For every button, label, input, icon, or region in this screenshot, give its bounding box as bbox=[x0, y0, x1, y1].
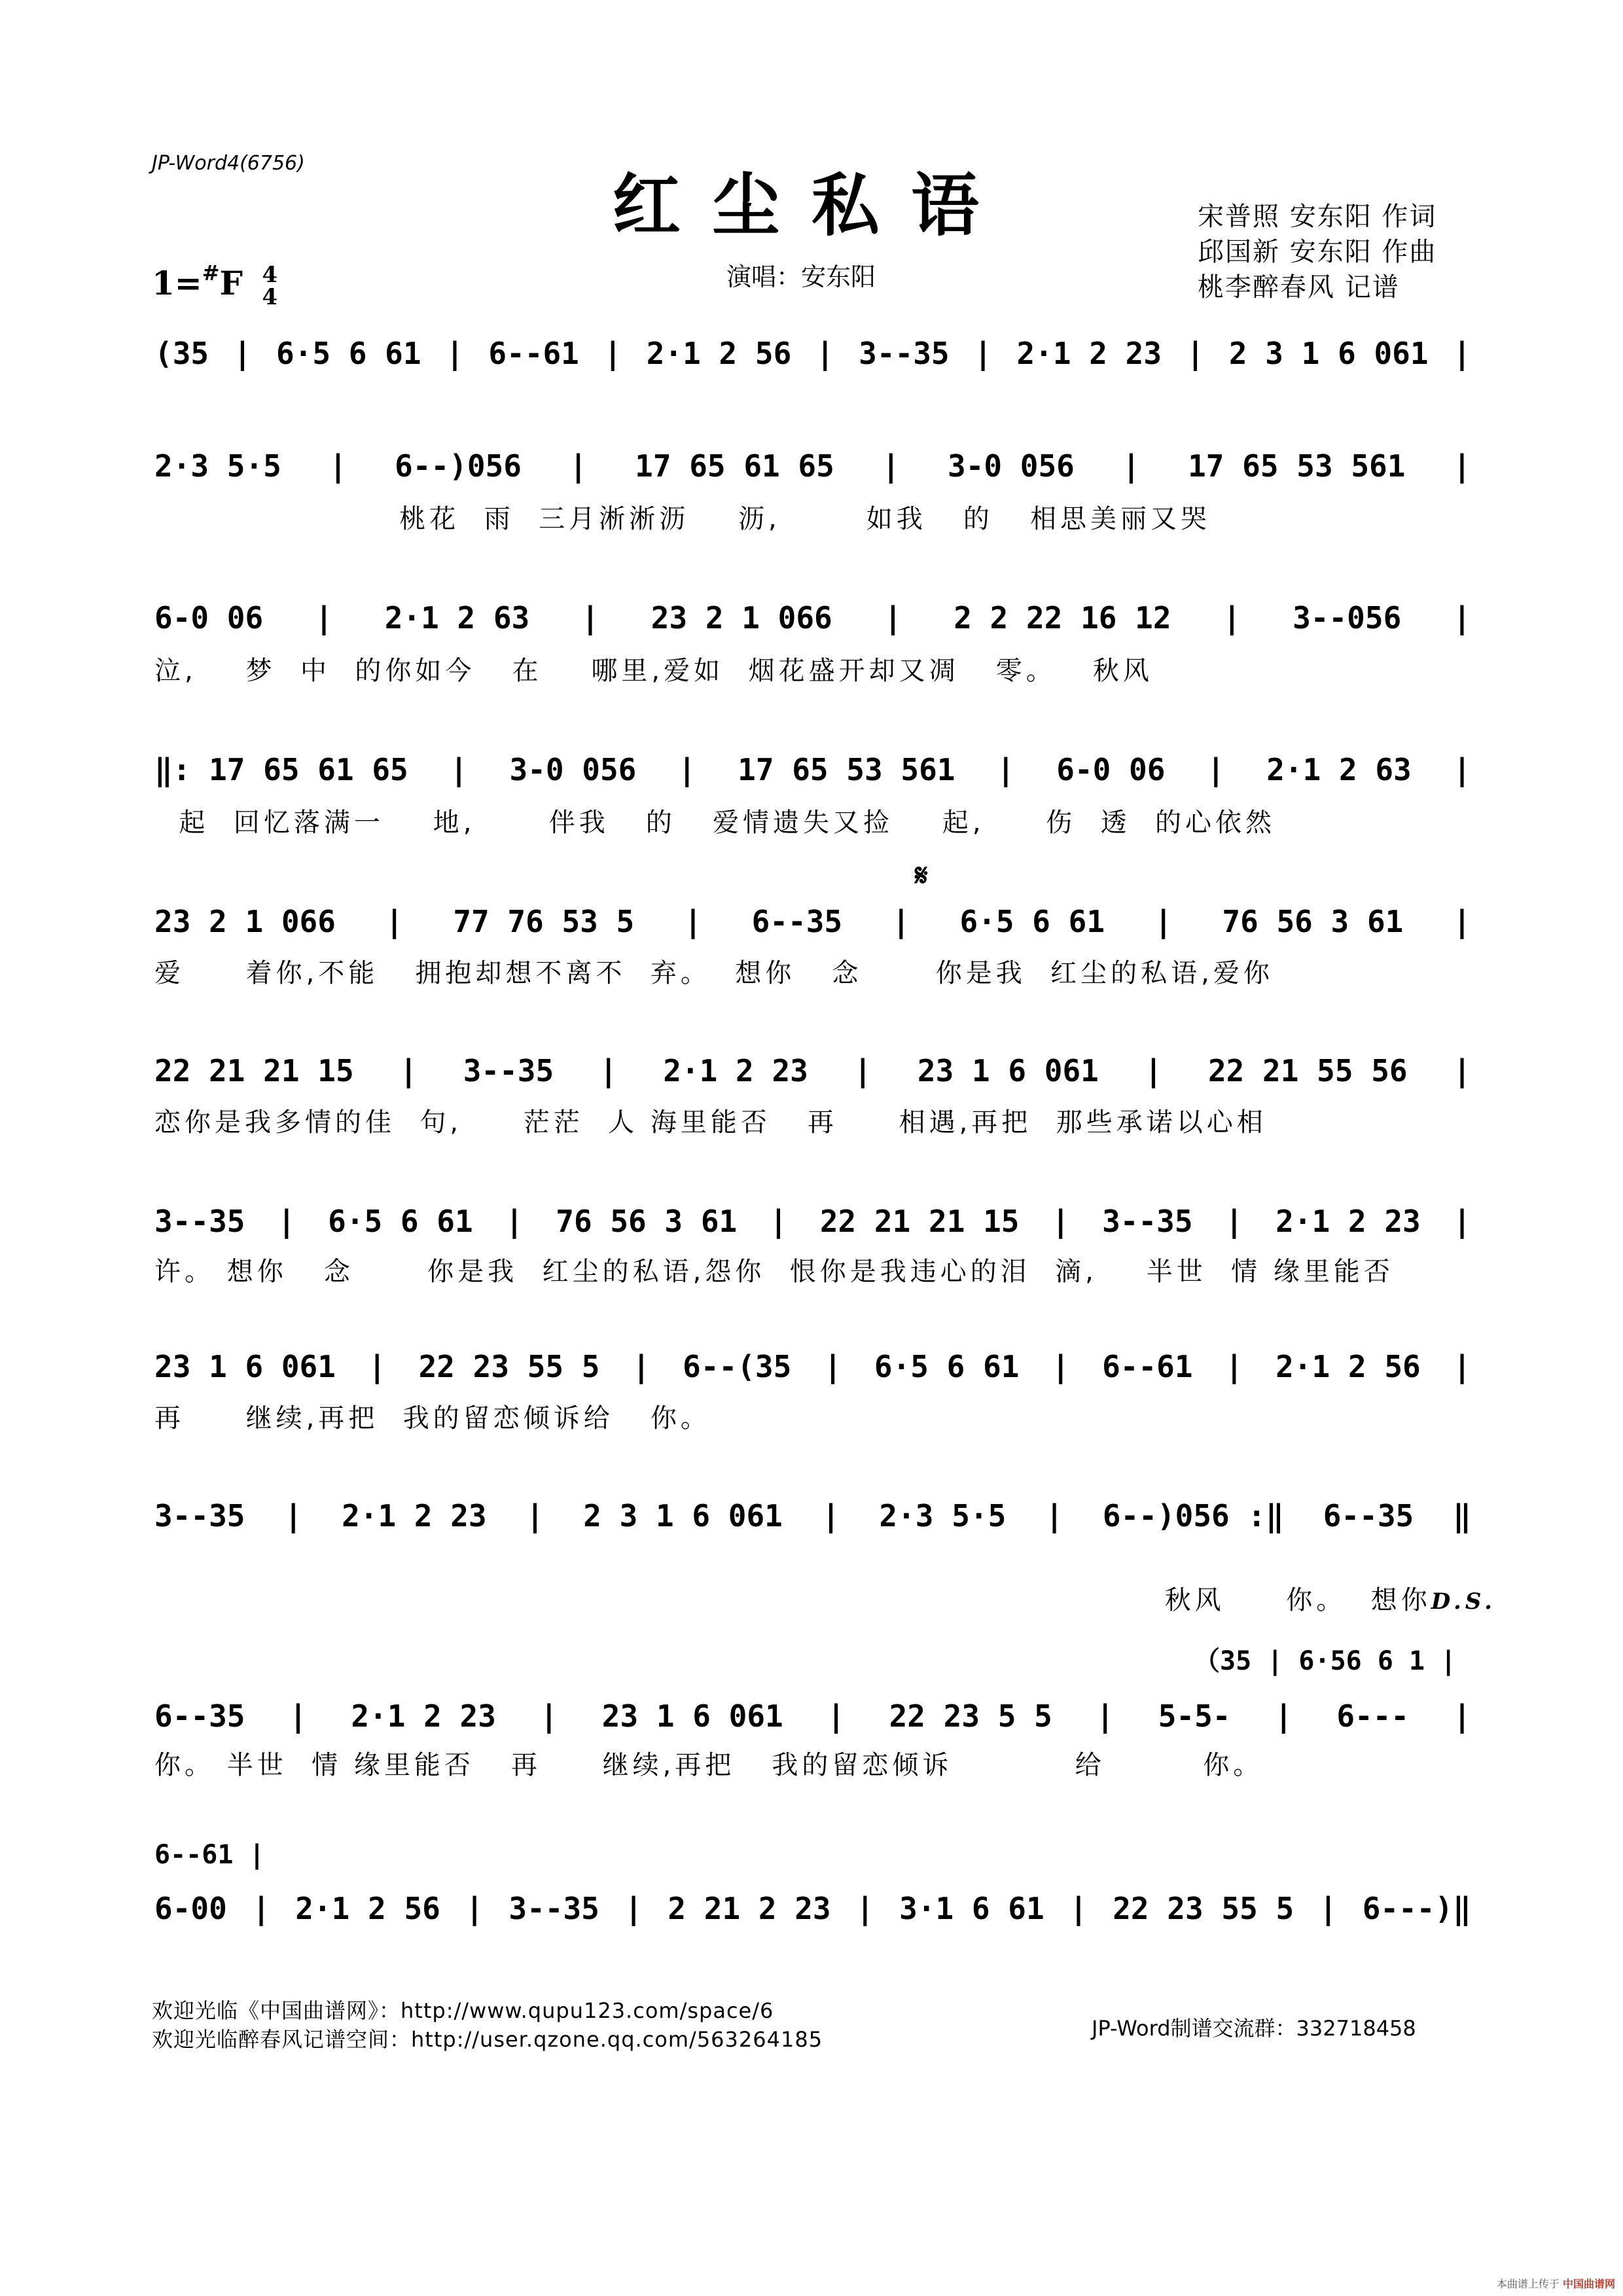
lyrics-row-7: 许。 想你 念 你是我 红尘的私语,怨你 恨你是我违心的泪 滴, 半世 情 缘里能否 bbox=[154, 1257, 1394, 1287]
lyrics-row-2: 桃花 雨 三月淅淅沥 沥, 如我 的 相思美丽又哭 bbox=[154, 504, 1211, 534]
notation-row-10: 6--35 | 2·1 2 23 | 23 1 6 061 | 22 23 5 5 | 5-5- | 6--- | bbox=[154, 1698, 1471, 1734]
singer-label: 演唱：安东阳 bbox=[726, 262, 876, 291]
credits bbox=[1198, 199, 1436, 305]
notation-row-8: 23 1 6 061 | 22 23 55 5 | 6--(35 | 6·5 6 61 | 6--61 | 2·1 2 56 | bbox=[154, 1349, 1471, 1384]
notation-row-7: 3--35 | 6·5 6 61 | 76 56 3 61 | 22 21 21 15 | 3--35 | 2·1 2 23 | bbox=[154, 1204, 1471, 1239]
notation-row-11: 6-00 | 2·1 2 56 | 3--35 | 2 21 2 23 | 3·1 6 61 | 22 23 55 5 | 6---)‖ bbox=[154, 1891, 1471, 1926]
notation-row-9: 3--35 | 2·1 2 23 | 2 3 1 6 061 | 2·3 5·5 | 6--)056 :‖ 6--35 ‖ bbox=[154, 1498, 1471, 1534]
watermark: 本曲谱上传于 中国曲谱网 bbox=[1496, 2278, 1615, 2290]
footer-qzone-link[interactable]: 欢迎光临醉春风记谱空间：http://user.qzone.qq.com/563264185 bbox=[152, 2027, 823, 2052]
composer-credit: 邱国新 安东阳 作曲 bbox=[1198, 237, 1437, 267]
notation-row-2: 2·3 5·5 | 6--)056 | 17 65 61 65 | 3-0 056 | 17 65 53 561 | bbox=[154, 448, 1471, 484]
lyrics-row-9: 秋风 你。 想你D.S. bbox=[1164, 1585, 1496, 1615]
notation-row-6: 22 21 21 15 | 3--35 | 2·1 2 23 | 23 1 6 061 | 22 21 55 56 | bbox=[154, 1053, 1471, 1088]
lyrics-row-5: 爱 着你,不能 拥抱却想不离不 弃。 想你 念 你是我 红尘的私语,爱你 bbox=[154, 958, 1274, 988]
footer-site-link[interactable]: 欢迎光临《中国曲谱网》：http://www.qupu123.com/space/6 bbox=[152, 1998, 774, 2023]
ds-marking: D.S. bbox=[1431, 1588, 1496, 1615]
segno-icon: 𝄋 bbox=[915, 857, 928, 893]
alt-ending-a: （35 | 6·56 6 1 | bbox=[1194, 1646, 1457, 1676]
notation-row-1: (35 | 6·5 6 61 | 6--61 | 2·1 2 56 | 3--35 | 2·1 2 23 | 2 3 1 6 061 | bbox=[154, 336, 1471, 371]
key-signature: 1=#F 4 4 bbox=[152, 260, 278, 310]
lyrics-row-6: 恋你是我多情的佳 句, 茫茫 人 海里能否 再 相遇,再把 那些承诺以心相 bbox=[154, 1107, 1267, 1138]
lyrics-row-8: 再 继续,再把 我的留恋倾诉给 你。 bbox=[154, 1403, 711, 1433]
footer-links bbox=[152, 1996, 823, 2054]
time-signature: 4 4 bbox=[262, 262, 278, 310]
software-label: JP-Word4(6756) bbox=[152, 152, 305, 175]
lyricist-credit: 宋普照 安东阳 作词 bbox=[1198, 202, 1437, 232]
notation-row-5: 23 2 1 066 | 77 76 53 5 | 6--35 | 6·5 6 61 | 76 56 3 61 | bbox=[154, 904, 1471, 939]
lyrics-row-3: 泣, 梦 中 的你如今 在 哪里,爱如 烟花盛开却又凋 零。 秋风 bbox=[154, 656, 1153, 686]
transcriber-credit: 桃李醉春风 记谱 bbox=[1198, 272, 1400, 302]
footer-group-label: JP-Word制谱交流群：332718458 bbox=[1092, 2016, 1416, 2041]
lyrics-row-4: 起 回忆落满一 地, 伴我 的 爱情遗失又捡 起, 伤 透 的心依然 bbox=[154, 808, 1276, 838]
lyrics-row-10: 你。 半世 情 缘里能否 再 继续,再把 我的留恋倾诉 给 你。 bbox=[154, 1750, 1264, 1780]
song-title: 红尘私语 bbox=[612, 165, 1010, 245]
alt-ending-b: 6--61 | bbox=[154, 1840, 265, 1870]
notation-row-3: 6-0 06 | 2·1 2 63 | 23 2 1 066 | 2 2 22 16 12 | 3--056 | bbox=[154, 600, 1471, 636]
notation-row-4: ‖: 17 65 61 65 | 3-0 056 | 17 65 53 561 | 6-0 06 | 2·1 2 63 | bbox=[154, 752, 1471, 787]
